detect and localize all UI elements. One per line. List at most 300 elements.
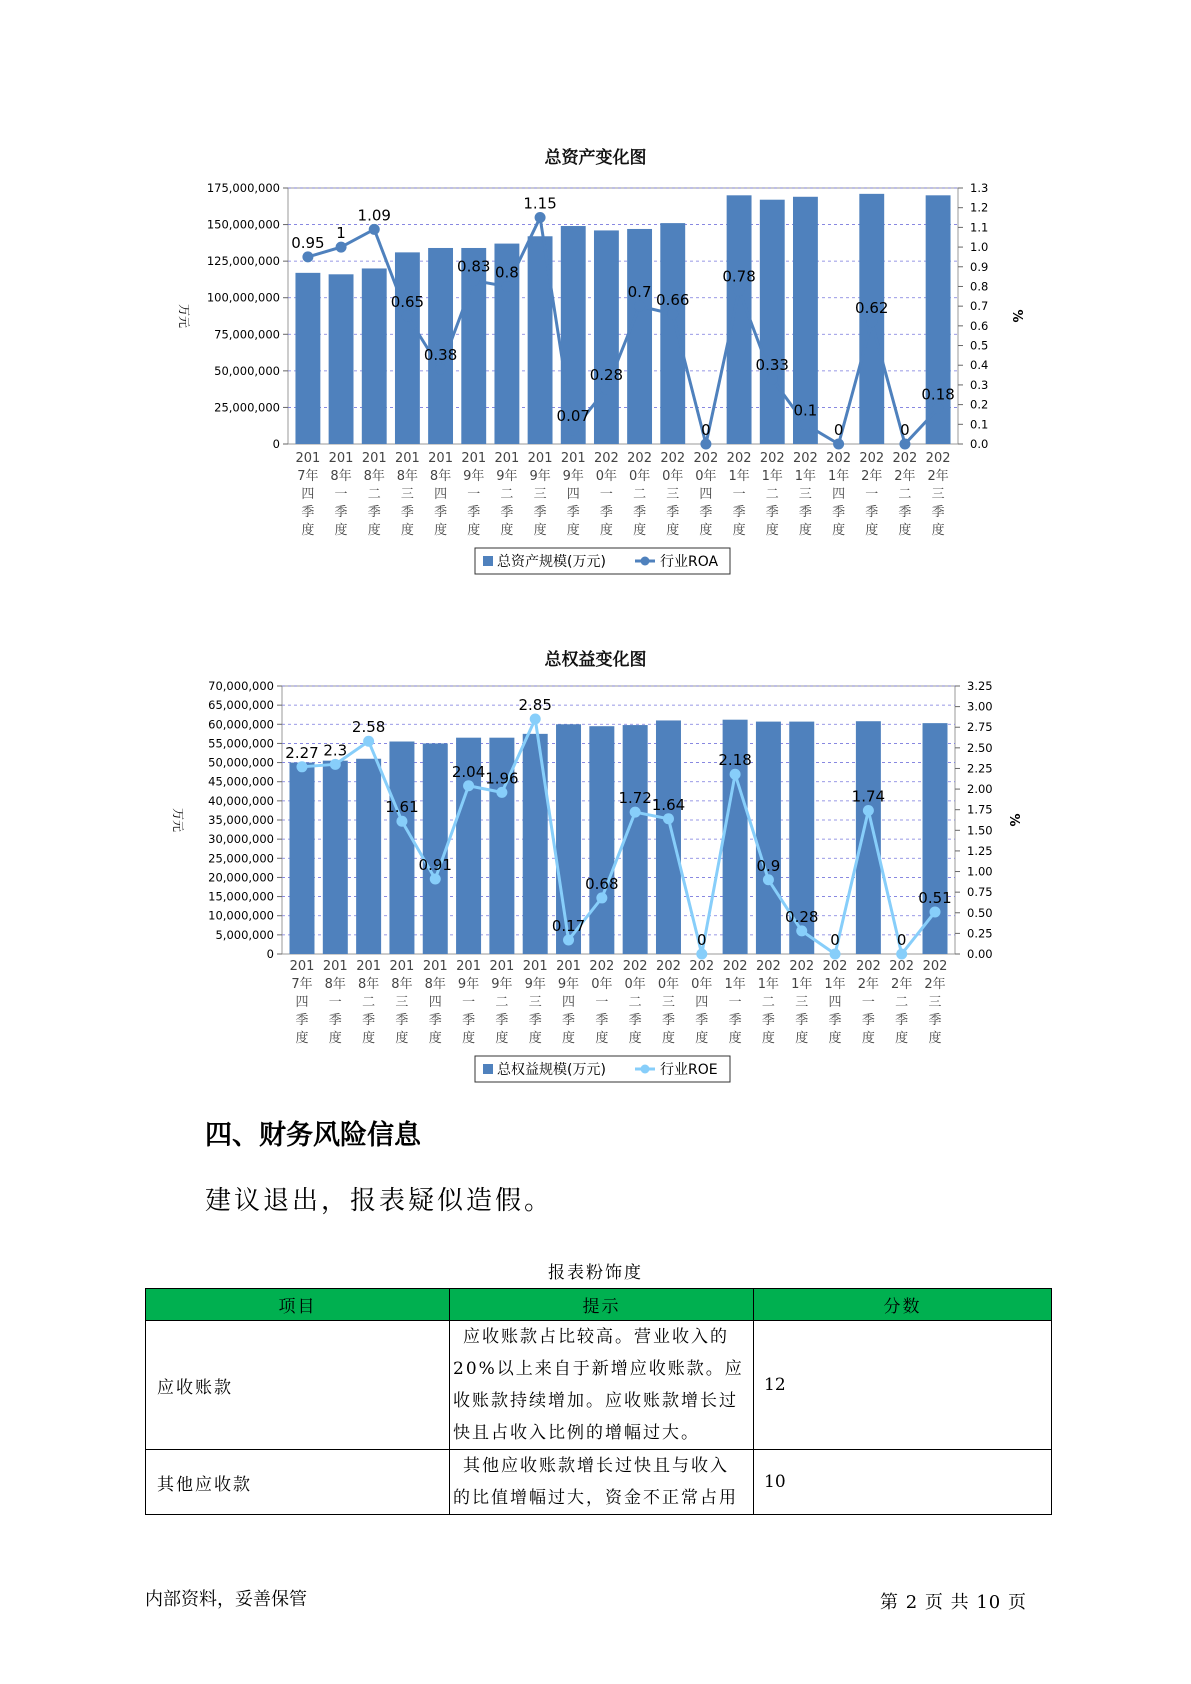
x-tick-label: 201 [522, 959, 548, 974]
line-point [896, 949, 907, 960]
y2-tick-label: 3.00 [967, 699, 993, 714]
bar [389, 742, 414, 954]
x-tick-label: 9年 [457, 977, 480, 992]
x-tick-label: 9年 [562, 469, 584, 484]
y2-tick-label: 0.8 [970, 279, 989, 294]
y2-tick-label: 0.5 [970, 338, 989, 353]
x-tick-label: 1年 [824, 977, 846, 992]
x-tick-label: 1年 [827, 469, 850, 484]
x-tick-label: 9年 [491, 977, 513, 992]
x-tick-label: 四 [434, 487, 448, 502]
y2-tick-label: 1.2 [970, 200, 989, 215]
y-tick-label: 70,000,000 [208, 679, 274, 693]
x-tick-label: 度 [500, 523, 514, 538]
data-label: 0.68 [585, 874, 619, 893]
x-tick-label: 一 [732, 487, 746, 502]
x-tick-label: 202 [589, 959, 615, 974]
x-tick-label: 1年 [761, 469, 783, 484]
x-tick-label: 三 [400, 487, 414, 502]
x-tick-label: 二 [362, 995, 376, 1010]
x-tick-label: 一 [334, 487, 348, 502]
x-tick-label: 度 [566, 523, 580, 538]
left-axis-title: 万元 [171, 807, 185, 833]
legend-bar-label: 总权益规模(万元) [497, 1062, 606, 1078]
x-tick-label: 202 [627, 451, 652, 466]
x-tick-label: 三 [666, 487, 680, 502]
y-tick-label: 15,000,000 [208, 889, 274, 904]
x-tick-label: 9年 [557, 977, 580, 992]
line-point [330, 759, 341, 770]
bar [523, 734, 548, 954]
x-tick-label: 度 [334, 523, 348, 538]
line-point [634, 301, 645, 312]
y2-tick-label: 0.0 [970, 437, 989, 451]
data-label: 1.96 [485, 769, 519, 788]
row-item: 其他应收款 [146, 1450, 450, 1515]
x-tick-label: 季 [533, 505, 547, 520]
hint-line: 应收账款占比较高。营业收入的 [463, 1327, 729, 1347]
line-point [930, 906, 941, 917]
line-point [730, 769, 741, 780]
x-tick-label: 二 [765, 487, 779, 502]
line-point [696, 949, 707, 960]
bar [856, 721, 881, 954]
line-point [302, 251, 313, 262]
x-tick-label: 201 [527, 451, 553, 466]
data-label: 1 [336, 224, 346, 243]
x-tick-label: 7年 [291, 977, 313, 992]
x-tick-label: 度 [898, 523, 912, 538]
data-label: 1.15 [523, 194, 557, 213]
x-tick-label: 8年 [396, 469, 419, 484]
x-tick-label: 度 [865, 523, 879, 538]
data-label: 1.61 [385, 798, 419, 817]
row-hint [450, 1450, 754, 1515]
x-tick-label: 季 [761, 1013, 775, 1028]
line-point [734, 285, 745, 296]
legend-line-label: 行业ROA [660, 554, 719, 570]
x-tick-label: 9年 [529, 469, 551, 484]
x-tick-label: 季 [798, 505, 812, 520]
x-tick-label: 季 [898, 505, 912, 520]
data-label: 0.8 [494, 263, 519, 282]
data-label: 0.66 [656, 291, 690, 310]
x-tick-label: 三 [931, 487, 945, 502]
risk-table [145, 1288, 1052, 1515]
x-tick-label: 季 [865, 505, 879, 520]
x-tick-label: 度 [362, 1031, 376, 1046]
x-tick-label: 202 [822, 959, 848, 974]
line-point [430, 873, 441, 884]
x-tick-label: 202 [793, 451, 818, 466]
x-tick-label: 四 [832, 487, 846, 502]
bar [623, 725, 648, 954]
y-tick-label: 30,000,000 [208, 832, 274, 847]
x-tick-label: 201 [494, 451, 520, 466]
x-tick-label: 9年 [496, 469, 518, 484]
x-tick-label: 三 [928, 995, 942, 1010]
line-point [866, 316, 877, 327]
line-point [402, 311, 413, 322]
bar [923, 723, 948, 954]
data-label: 0 [900, 421, 910, 439]
row-score: 10 [754, 1450, 1052, 1515]
x-tick-label: 度 [595, 1031, 609, 1046]
legend-bar-swatch [483, 556, 493, 566]
y2-tick-label: 1.25 [967, 843, 993, 858]
x-tick-label: 度 [832, 523, 846, 538]
y-tick-label: 100,000,000 [206, 290, 280, 305]
footer-confidential: 内部资料，妥善保管 [145, 1589, 307, 1610]
bar [727, 195, 752, 444]
y-tick-label: 150,000,000 [206, 217, 280, 232]
line-point [796, 925, 807, 936]
data-label: 0.65 [390, 293, 425, 311]
x-tick-label: 四 [562, 995, 576, 1010]
y2-tick-label: 0.4 [970, 358, 989, 373]
bar [660, 223, 685, 444]
y2-tick-label: 1.0 [970, 240, 989, 255]
table-caption: 报表粉饰度 [548, 1263, 643, 1283]
line-point [530, 713, 541, 724]
y-tick-label: 5,000,000 [215, 927, 274, 942]
x-tick-label: 202 [925, 451, 951, 466]
x-tick-label: 二 [895, 995, 909, 1010]
x-tick-label: 季 [828, 1013, 842, 1028]
line-point [933, 403, 944, 414]
data-label: 2.3 [323, 741, 348, 760]
x-tick-label: 季 [699, 505, 713, 520]
hint-line: 的比值增幅过大，资金不正常占用 [453, 1488, 738, 1508]
x-tick-label: 0年 [595, 469, 618, 484]
y2-tick-label: 0.3 [970, 377, 989, 392]
data-label: 0 [697, 931, 707, 949]
legend-line-marker [641, 1065, 650, 1074]
bar [323, 761, 348, 954]
y-tick-label: 60,000,000 [208, 717, 274, 732]
x-tick-label: 季 [728, 1013, 742, 1028]
data-label: 2.27 [285, 743, 319, 762]
line-point [563, 934, 574, 945]
x-tick-label: 201 [295, 451, 321, 466]
x-tick-label: 度 [467, 523, 481, 538]
line-point [463, 780, 474, 791]
x-tick-label: 季 [765, 505, 779, 520]
x-tick-label: 度 [367, 523, 381, 538]
x-tick-label: 201 [422, 959, 448, 974]
hint-line: 收账款持续增加。应收账款增长过 [453, 1391, 738, 1411]
y2-tick-label: 0.00 [967, 947, 993, 961]
x-tick-label: 四 [828, 995, 842, 1010]
bar [395, 252, 420, 444]
x-tick-label: 度 [795, 1031, 809, 1046]
x-tick-label: 度 [699, 523, 713, 538]
bar [423, 743, 448, 954]
header-hint: 提示 [450, 1289, 754, 1321]
line-point [833, 439, 844, 450]
x-tick-label: 季 [428, 1013, 442, 1028]
line-point [763, 874, 774, 885]
bar [295, 273, 320, 444]
y-tick-label: 125,000,000 [206, 254, 280, 269]
line-point [369, 224, 380, 235]
x-tick-label: 9年 [524, 977, 546, 992]
x-tick-label: 2年 [857, 977, 880, 992]
y2-tick-label: 3.25 [967, 679, 993, 693]
x-tick-label: 0年 [662, 469, 684, 484]
bar [362, 268, 387, 444]
x-tick-label: 季 [661, 1013, 675, 1028]
x-tick-label: 201 [456, 959, 481, 974]
x-tick-label: 度 [765, 523, 779, 538]
y2-tick-label: 1.1 [970, 220, 989, 235]
y-tick-label: 55,000,000 [208, 736, 274, 751]
x-tick-label: 8年 [424, 977, 446, 992]
x-tick-label: 度 [895, 1031, 909, 1046]
x-tick-label: 8年 [357, 977, 380, 992]
x-tick-label: 201 [489, 959, 515, 974]
data-label: 0.33 [755, 356, 789, 375]
x-tick-label: 季 [295, 1013, 309, 1028]
x-tick-label: 1年 [724, 977, 746, 992]
x-tick-label: 8年 [324, 977, 346, 992]
line-point [568, 425, 579, 436]
x-tick-label: 季 [500, 505, 514, 520]
x-tick-label: 四 [428, 995, 442, 1010]
data-label: 0.51 [918, 888, 952, 907]
x-tick-label: 季 [301, 505, 315, 520]
total-assets-chart [0, 170, 1191, 590]
y-tick-label: 10,000,000 [208, 908, 274, 923]
x-tick-label: 季 [328, 1013, 342, 1028]
x-tick-label: 201 [289, 959, 315, 974]
right-axis-title: % [1006, 813, 1021, 827]
x-tick-label: 度 [495, 1031, 509, 1046]
data-label: 1.64 [651, 795, 686, 814]
x-tick-label: 季 [732, 505, 746, 520]
x-tick-label: 度 [633, 523, 647, 538]
x-tick-label: 201 [560, 451, 586, 466]
line-point [535, 212, 546, 223]
x-tick-label: 度 [828, 1031, 842, 1046]
x-tick-label: 1年 [791, 977, 813, 992]
x-tick-label: 季 [566, 505, 580, 520]
x-tick-label: 201 [361, 451, 387, 466]
x-tick-label: 201 [322, 959, 348, 974]
data-label: 0.78 [722, 267, 756, 286]
x-tick-label: 季 [562, 1013, 576, 1028]
data-label: 1.72 [618, 789, 652, 808]
y2-tick-label: 2.75 [967, 720, 993, 735]
row-item: 应收账款 [146, 1321, 450, 1450]
data-label: 0.7 [627, 283, 652, 302]
data-label: 0.91 [418, 855, 452, 874]
x-tick-label: 度 [928, 1031, 942, 1046]
x-tick-label: 四 [301, 487, 315, 502]
advice-text: 建议退出，报表疑似造假。 [205, 1186, 554, 1216]
x-tick-label: 季 [434, 505, 448, 520]
data-label: 0.18 [921, 385, 955, 404]
header-item: 项目 [146, 1289, 450, 1321]
chart-title-assets: 总资产变化图 [544, 148, 647, 168]
x-tick-label: 1年 [757, 977, 780, 992]
total-equity-chart [0, 672, 1191, 1102]
x-tick-label: 202 [859, 451, 885, 466]
x-tick-label: 二 [628, 995, 642, 1010]
x-tick-label: 三 [798, 487, 812, 502]
x-tick-label: 季 [367, 505, 381, 520]
x-tick-label: 度 [400, 523, 414, 538]
y2-tick-label: 1.50 [967, 823, 993, 838]
bar [760, 200, 785, 444]
left-axis-title: 万元 [177, 303, 191, 329]
line-point [899, 439, 910, 450]
data-label: 1.74 [851, 787, 886, 806]
y-tick-label: 35,000,000 [208, 813, 274, 827]
x-tick-label: 202 [622, 959, 648, 974]
bar [594, 230, 619, 444]
y2-tick-label: 1.00 [967, 864, 993, 879]
x-tick-label: 季 [595, 1013, 609, 1028]
y-tick-label: 50,000,000 [208, 755, 274, 770]
y2-tick-label: 2.50 [967, 740, 993, 755]
x-tick-label: 四 [695, 995, 709, 1010]
x-tick-label: 度 [434, 523, 448, 538]
x-tick-label: 202 [726, 451, 752, 466]
x-tick-label: 季 [931, 505, 945, 520]
data-label: 0 [830, 931, 840, 949]
x-tick-label: 201 [428, 451, 453, 466]
line-point [468, 275, 479, 286]
chart-title-equity: 总权益变化图 [544, 650, 647, 670]
x-tick-label: 202 [756, 959, 781, 974]
x-tick-label: 四 [699, 487, 713, 502]
data-label: 2.58 [351, 718, 386, 737]
x-tick-label: 0年 [624, 977, 646, 992]
section-heading: 四、财务风险信息 [205, 1120, 421, 1151]
line-point [800, 419, 811, 430]
line-point [601, 383, 612, 394]
y2-tick-label: 0.25 [967, 926, 993, 941]
x-tick-label: 三 [661, 995, 675, 1010]
x-tick-label: 度 [328, 1031, 342, 1046]
x-tick-label: 三 [533, 487, 547, 502]
x-tick-label: 度 [395, 1031, 409, 1046]
x-tick-label: 四 [566, 487, 580, 502]
x-tick-label: 2年 [891, 977, 913, 992]
x-tick-label: 0年 [628, 469, 651, 484]
x-tick-label: 季 [462, 1013, 476, 1028]
data-label: 0 [701, 421, 711, 439]
bar [627, 229, 652, 444]
bar [756, 722, 781, 954]
x-tick-label: 0年 [591, 977, 613, 992]
x-tick-label: 季 [695, 1013, 709, 1028]
data-label: 0.62 [855, 298, 889, 317]
legend-bar-label: 总资产规模(万元) [497, 554, 606, 570]
bar [356, 759, 381, 954]
x-tick-label: 202 [660, 451, 686, 466]
x-tick-label: 三 [528, 995, 542, 1010]
x-tick-label: 201 [356, 959, 382, 974]
y2-tick-label: 0.1 [970, 417, 989, 432]
x-tick-label: 四 [295, 995, 309, 1010]
data-label: 2.18 [718, 751, 752, 770]
x-tick-label: 201 [328, 451, 354, 466]
bar [289, 763, 314, 954]
y2-tick-label: 2.25 [967, 761, 993, 776]
x-tick-label: 季 [861, 1013, 875, 1028]
data-label: 0.95 [291, 233, 325, 252]
line-point [336, 242, 347, 253]
y-tick-label: 0 [266, 947, 274, 961]
x-tick-label: 季 [628, 1013, 642, 1028]
line-point [296, 761, 307, 772]
line-point [435, 364, 446, 375]
line-point [630, 807, 641, 818]
line-point [596, 892, 607, 903]
x-tick-label: 三 [795, 995, 809, 1010]
x-tick-label: 季 [895, 1013, 909, 1028]
x-tick-label: 一 [861, 995, 875, 1010]
x-tick-label: 一 [467, 487, 481, 502]
x-tick-label: 1年 [728, 469, 750, 484]
x-tick-label: 2年 [861, 469, 883, 484]
y2-tick-label: 1.75 [967, 802, 993, 817]
y-tick-label: 75,000,000 [214, 327, 280, 342]
x-tick-label: 季 [928, 1013, 942, 1028]
line-point [767, 374, 778, 385]
x-tick-label: 度 [798, 523, 812, 538]
y-tick-label: 25,000,000 [214, 400, 280, 415]
x-tick-label: 二 [495, 995, 509, 1010]
x-tick-label: 202 [689, 959, 715, 974]
x-tick-label: 二 [898, 487, 912, 502]
x-tick-label: 度 [628, 1031, 642, 1046]
y2-tick-label: 1.3 [970, 181, 989, 195]
x-tick-label: 度 [428, 1031, 442, 1046]
x-tick-label: 202 [922, 959, 948, 974]
x-tick-label: 度 [462, 1031, 476, 1046]
x-tick-label: 202 [889, 959, 915, 974]
hint-line: 其他应收账款增长过快且与收入 [463, 1456, 729, 1476]
x-tick-label: 季 [528, 1013, 542, 1028]
x-tick-label: 202 [826, 451, 852, 466]
x-tick-label: 度 [695, 1031, 709, 1046]
x-tick-label: 0年 [657, 977, 680, 992]
x-tick-label: 季 [362, 1013, 376, 1028]
x-tick-label: 季 [832, 505, 846, 520]
x-tick-label: 度 [599, 523, 613, 538]
x-tick-label: 201 [461, 451, 487, 466]
x-tick-label: 9年 [463, 469, 485, 484]
x-tick-label: 一 [865, 487, 879, 502]
x-tick-label: 一 [595, 995, 609, 1010]
x-tick-label: 8年 [391, 977, 413, 992]
y-tick-label: 25,000,000 [208, 851, 274, 866]
hint-line: 20%以上来自于新增应收账款。应 [453, 1359, 744, 1379]
x-tick-label: 季 [334, 505, 348, 520]
x-tick-label: 度 [301, 523, 315, 538]
legend-line-marker [641, 557, 650, 566]
data-label: 0 [833, 421, 844, 439]
table-header-row [146, 1289, 1052, 1321]
x-tick-label: 度 [666, 523, 680, 538]
data-label: 0.07 [556, 407, 590, 426]
x-tick-label: 度 [732, 523, 746, 538]
header-score: 分数 [754, 1289, 1052, 1321]
data-label: 0.38 [423, 346, 458, 365]
